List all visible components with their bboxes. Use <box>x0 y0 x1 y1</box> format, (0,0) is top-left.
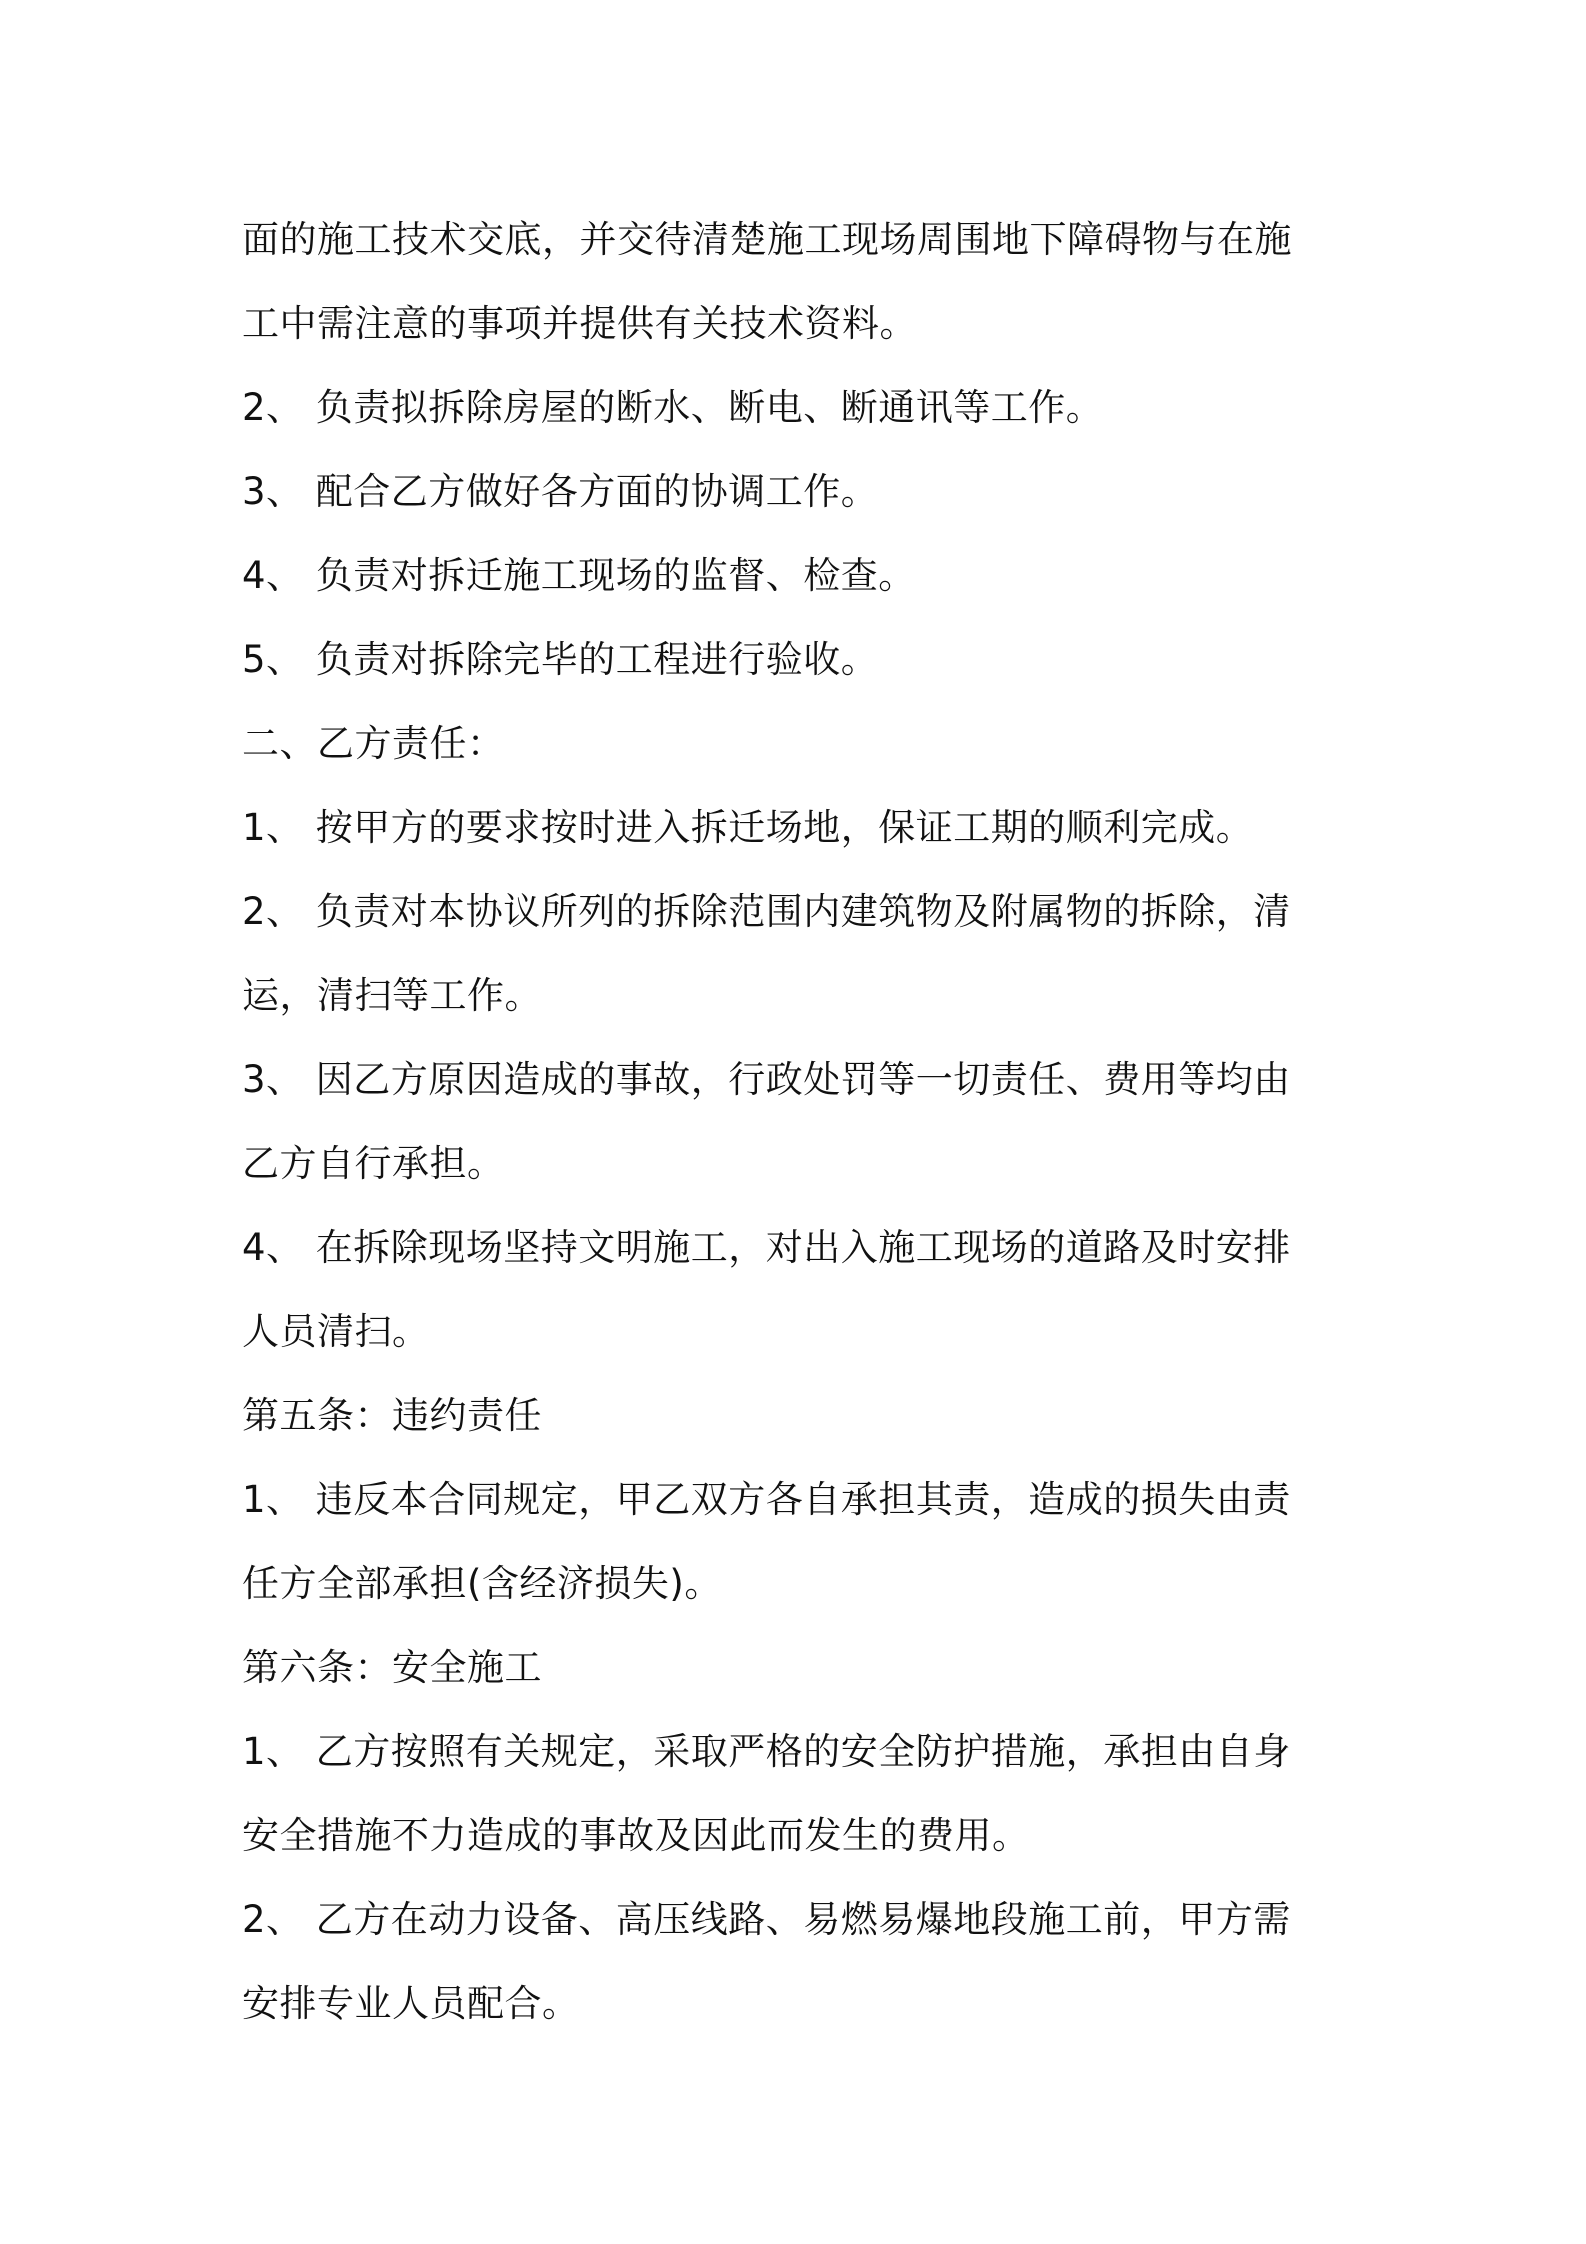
text-line: 安全措施不力造成的事故及因此而发生的费用。 <box>242 1814 1030 1857</box>
text-line: 人员清扫。 <box>242 1310 430 1353</box>
list-item: 3、 配合乙方做好各方面的协调工作。 <box>242 470 879 513</box>
article-heading: 第五条：违约责任 <box>242 1394 542 1437</box>
text-line: 安排专业人员配合。 <box>242 1982 580 2025</box>
list-item: 1、 按甲方的要求按时进入拆迁场地，保证工期的顺利完成。 <box>242 806 1254 849</box>
list-item: 2、 乙方在动力设备、高压线路、易燃易爆地段施工前，甲方需 <box>242 1898 1291 1941</box>
list-item: 4、 负责对拆迁施工现场的监督、检查。 <box>242 554 916 597</box>
list-item: 2、 负责对本协议所列的拆除范围内建筑物及附属物的拆除，清 <box>242 890 1291 933</box>
text-line: 面的施工技术交底，并交待清楚施工现场周围地下障碍物与在施 <box>242 218 1292 261</box>
list-item: 1、 违反本合同规定，甲乙双方各自承担其责，造成的损失由责 <box>242 1478 1291 1521</box>
text-line: 工中需注意的事项并提供有关技术资料。 <box>242 302 917 345</box>
list-item: 5、 负责对拆除完毕的工程进行验收。 <box>242 638 879 681</box>
text-line: 任方全部承担(含经济损失)。 <box>242 1562 722 1605</box>
article-heading: 第六条：安全施工 <box>242 1646 542 1689</box>
document-body <box>242 198 1357 2046</box>
list-item: 4、 在拆除现场坚持文明施工，对出入施工现场的道路及时安排 <box>242 1226 1291 1269</box>
list-item: 3、 因乙方原因造成的事故，行政处罚等一切责任、费用等均由 <box>242 1058 1291 1101</box>
text-line: 乙方自行承担。 <box>242 1142 505 1185</box>
text-line: 运，清扫等工作。 <box>242 974 542 1017</box>
section-heading: 二、乙方责任： <box>242 722 505 765</box>
list-item: 2、 负责拟拆除房屋的断水、断电、断通讯等工作。 <box>242 386 1104 429</box>
list-item: 1、 乙方按照有关规定，采取严格的安全防护措施，承担由自身 <box>242 1730 1291 1773</box>
